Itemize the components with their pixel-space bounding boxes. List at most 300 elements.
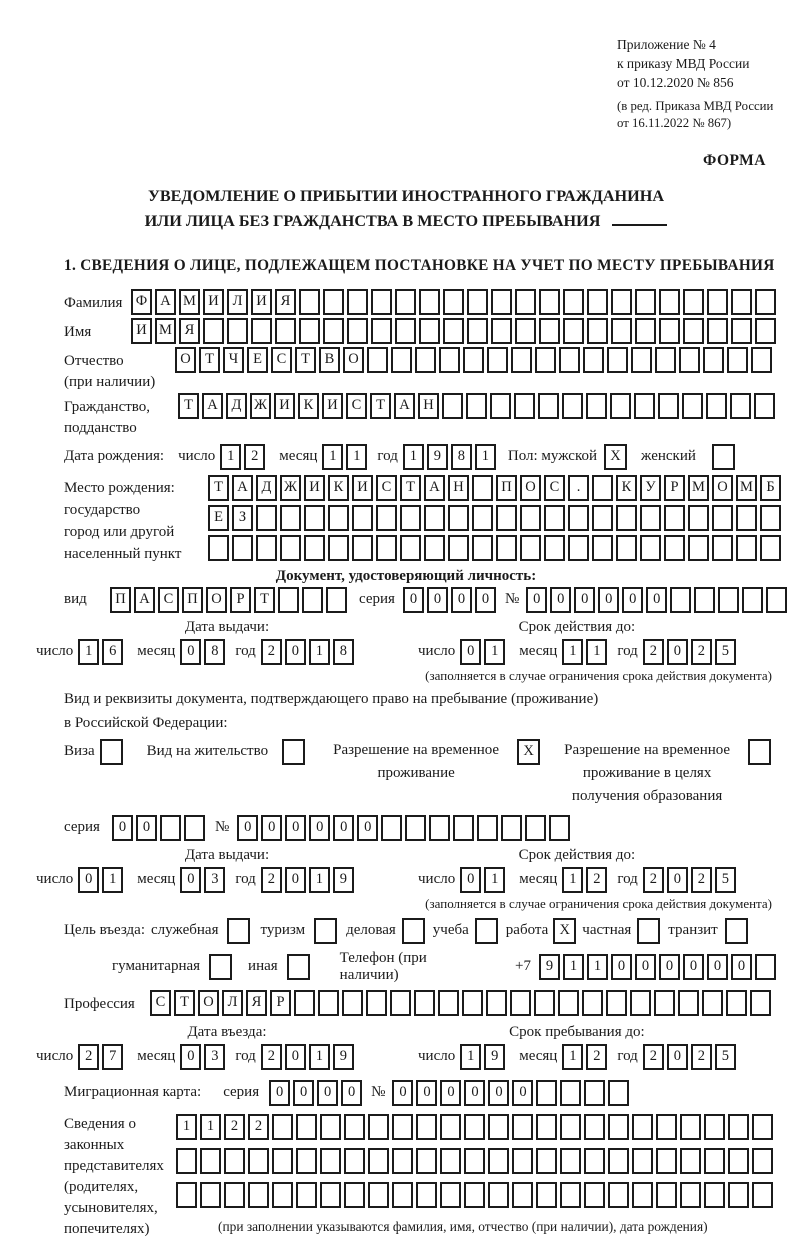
char-cell[interactable] (592, 535, 613, 561)
char-cell[interactable] (440, 1114, 461, 1140)
char-cell[interactable] (584, 1114, 605, 1140)
char-cell[interactable] (424, 535, 445, 561)
char-cell[interactable]: 1 (309, 867, 330, 893)
char-cell[interactable] (658, 393, 679, 419)
char-cell[interactable] (368, 1148, 389, 1174)
char-cell[interactable]: Ч (223, 347, 244, 373)
char-cell[interactable] (688, 535, 709, 561)
char-cell[interactable]: 2 (586, 867, 607, 893)
char-cell[interactable] (560, 1080, 581, 1106)
char-cell[interactable] (544, 505, 565, 531)
char-cell[interactable] (323, 318, 344, 344)
char-cell[interactable] (634, 393, 655, 419)
char-cell[interactable]: 0 (526, 587, 547, 613)
char-cell[interactable] (272, 1182, 293, 1208)
char-cell[interactable]: 0 (460, 867, 481, 893)
char-cell[interactable] (347, 289, 368, 315)
char-cell[interactable]: 0 (667, 639, 688, 665)
official-checkbox[interactable] (227, 918, 250, 944)
char-cell[interactable]: 3 (204, 1044, 225, 1070)
char-cell[interactable]: Д (226, 393, 247, 419)
char-cell[interactable] (448, 535, 469, 561)
char-cell[interactable]: 0 (488, 1080, 509, 1106)
char-cell[interactable]: С (346, 393, 367, 419)
char-cell[interactable]: 0 (136, 815, 157, 841)
char-cell[interactable]: М (688, 475, 709, 501)
char-cell[interactable] (752, 1182, 773, 1208)
char-cell[interactable]: Т (178, 393, 199, 419)
char-cell[interactable]: 0 (475, 587, 496, 613)
char-cell[interactable]: 0 (180, 867, 201, 893)
char-cell[interactable] (496, 505, 517, 531)
char-cell[interactable]: 2 (224, 1114, 245, 1140)
study-checkbox[interactable] (475, 918, 498, 944)
humanitarian-checkbox[interactable] (209, 954, 232, 980)
char-cell[interactable] (584, 1182, 605, 1208)
char-cell[interactable]: 1 (220, 444, 241, 470)
char-cell[interactable]: М (736, 475, 757, 501)
char-cell[interactable]: Р (270, 990, 291, 1016)
char-cell[interactable]: 0 (460, 639, 481, 665)
char-cell[interactable] (440, 1148, 461, 1174)
char-cell[interactable]: 1 (460, 1044, 481, 1070)
char-cell[interactable]: Ж (250, 393, 271, 419)
char-cell[interactable] (448, 505, 469, 531)
char-cell[interactable] (304, 505, 325, 531)
char-cell[interactable] (549, 815, 570, 841)
char-cell[interactable] (525, 815, 546, 841)
char-cell[interactable] (606, 990, 627, 1016)
char-cell[interactable] (256, 535, 277, 561)
char-cell[interactable] (707, 289, 728, 315)
char-cell[interactable] (424, 505, 445, 531)
char-cell[interactable] (583, 347, 604, 373)
char-cell[interactable]: Р (664, 475, 685, 501)
char-cell[interactable] (510, 990, 531, 1016)
char-cell[interactable]: П (110, 587, 131, 613)
char-cell[interactable] (512, 1182, 533, 1208)
char-cell[interactable] (272, 1148, 293, 1174)
char-cell[interactable] (736, 505, 757, 531)
char-cell[interactable] (670, 587, 691, 613)
char-cell[interactable] (560, 1182, 581, 1208)
char-cell[interactable]: 2 (691, 639, 712, 665)
char-cell[interactable] (632, 1148, 653, 1174)
char-cell[interactable] (679, 347, 700, 373)
char-cell[interactable]: 0 (261, 815, 282, 841)
char-cell[interactable] (664, 505, 685, 531)
char-cell[interactable] (755, 954, 776, 980)
char-cell[interactable] (440, 1182, 461, 1208)
char-cell[interactable] (728, 1182, 749, 1208)
char-cell[interactable] (467, 289, 488, 315)
char-cell[interactable]: 2 (261, 867, 282, 893)
char-cell[interactable] (224, 1148, 245, 1174)
char-cell[interactable] (568, 505, 589, 531)
char-cell[interactable] (390, 990, 411, 1016)
char-cell[interactable] (490, 393, 511, 419)
char-cell[interactable]: 0 (285, 815, 306, 841)
char-cell[interactable] (371, 289, 392, 315)
char-cell[interactable]: 1 (309, 1044, 330, 1070)
male-checkbox[interactable]: X (604, 444, 627, 470)
char-cell[interactable] (227, 318, 248, 344)
char-cell[interactable] (368, 1114, 389, 1140)
work-checkbox[interactable]: X (553, 918, 576, 944)
char-cell[interactable] (400, 505, 421, 531)
char-cell[interactable]: 2 (643, 1044, 664, 1070)
char-cell[interactable] (563, 289, 584, 315)
char-cell[interactable] (656, 1114, 677, 1140)
char-cell[interactable] (683, 289, 704, 315)
char-cell[interactable] (515, 318, 536, 344)
char-cell[interactable]: 0 (622, 587, 643, 613)
char-cell[interactable] (344, 1148, 365, 1174)
char-cell[interactable] (587, 318, 608, 344)
char-cell[interactable]: 2 (261, 1044, 282, 1070)
char-cell[interactable]: 2 (586, 1044, 607, 1070)
char-cell[interactable] (416, 1148, 437, 1174)
char-cell[interactable]: 1 (200, 1114, 221, 1140)
char-cell[interactable]: 2 (244, 444, 265, 470)
char-cell[interactable] (539, 318, 560, 344)
char-cell[interactable] (680, 1148, 701, 1174)
char-cell[interactable]: 0 (403, 587, 424, 613)
char-cell[interactable]: 0 (78, 867, 99, 893)
char-cell[interactable]: 8 (451, 444, 472, 470)
char-cell[interactable] (608, 1148, 629, 1174)
char-cell[interactable] (586, 393, 607, 419)
char-cell[interactable] (304, 535, 325, 561)
char-cell[interactable]: 1 (78, 639, 99, 665)
char-cell[interactable] (392, 1182, 413, 1208)
char-cell[interactable] (296, 1182, 317, 1208)
char-cell[interactable] (559, 347, 580, 373)
char-cell[interactable]: Т (199, 347, 220, 373)
char-cell[interactable]: С (271, 347, 292, 373)
char-cell[interactable] (730, 393, 751, 419)
char-cell[interactable] (616, 505, 637, 531)
char-cell[interactable]: 1 (322, 444, 343, 470)
char-cell[interactable]: Т (370, 393, 391, 419)
char-cell[interactable]: 1 (484, 867, 505, 893)
char-cell[interactable] (544, 535, 565, 561)
char-cell[interactable]: С (158, 587, 179, 613)
char-cell[interactable] (635, 289, 656, 315)
other-checkbox[interactable] (287, 954, 310, 980)
char-cell[interactable]: 1 (587, 954, 608, 980)
char-cell[interactable] (184, 815, 205, 841)
char-cell[interactable] (326, 587, 347, 613)
char-cell[interactable] (371, 318, 392, 344)
char-cell[interactable] (632, 1182, 653, 1208)
char-cell[interactable]: И (274, 393, 295, 419)
char-cell[interactable] (320, 1182, 341, 1208)
char-cell[interactable] (752, 1148, 773, 1174)
char-cell[interactable]: О (206, 587, 227, 613)
char-cell[interactable] (592, 475, 613, 501)
char-cell[interactable]: 2 (691, 1044, 712, 1070)
char-cell[interactable]: Е (247, 347, 268, 373)
char-cell[interactable] (535, 347, 556, 373)
char-cell[interactable] (702, 990, 723, 1016)
char-cell[interactable] (680, 1182, 701, 1208)
char-cell[interactable] (563, 318, 584, 344)
char-cell[interactable]: 9 (333, 1044, 354, 1070)
char-cell[interactable]: Е (208, 505, 229, 531)
char-cell[interactable]: 0 (512, 1080, 533, 1106)
char-cell[interactable]: 1 (484, 639, 505, 665)
char-cell[interactable] (323, 289, 344, 315)
char-cell[interactable]: 6 (102, 639, 123, 665)
char-cell[interactable]: Н (448, 475, 469, 501)
char-cell[interactable] (200, 1148, 221, 1174)
char-cell[interactable] (392, 1114, 413, 1140)
char-cell[interactable] (592, 505, 613, 531)
char-cell[interactable]: 8 (333, 639, 354, 665)
char-cell[interactable] (464, 1148, 485, 1174)
char-cell[interactable] (659, 318, 680, 344)
char-cell[interactable]: О (520, 475, 541, 501)
char-cell[interactable] (755, 318, 776, 344)
char-cell[interactable] (536, 1080, 557, 1106)
char-cell[interactable]: Л (227, 289, 248, 315)
char-cell[interactable] (534, 990, 555, 1016)
char-cell[interactable] (414, 990, 435, 1016)
char-cell[interactable] (318, 990, 339, 1016)
char-cell[interactable] (488, 1148, 509, 1174)
char-cell[interactable]: А (232, 475, 253, 501)
char-cell[interactable] (453, 815, 474, 841)
char-cell[interactable] (766, 587, 787, 613)
char-cell[interactable]: 0 (309, 815, 330, 841)
char-cell[interactable]: В (319, 347, 340, 373)
char-cell[interactable]: 0 (611, 954, 632, 980)
char-cell[interactable]: 0 (293, 1080, 314, 1106)
char-cell[interactable]: 0 (659, 954, 680, 980)
char-cell[interactable] (608, 1182, 629, 1208)
char-cell[interactable] (352, 535, 373, 561)
char-cell[interactable]: Т (254, 587, 275, 613)
char-cell[interactable] (487, 347, 508, 373)
char-cell[interactable] (443, 318, 464, 344)
char-cell[interactable]: 0 (285, 867, 306, 893)
char-cell[interactable] (463, 347, 484, 373)
char-cell[interactable]: З (232, 505, 253, 531)
char-cell[interactable]: 1 (562, 1044, 583, 1070)
char-cell[interactable] (728, 1148, 749, 1174)
char-cell[interactable] (707, 318, 728, 344)
char-cell[interactable] (731, 318, 752, 344)
char-cell[interactable] (442, 393, 463, 419)
char-cell[interactable] (655, 347, 676, 373)
char-cell[interactable]: 0 (667, 1044, 688, 1070)
char-cell[interactable]: О (175, 347, 196, 373)
char-cell[interactable] (511, 347, 532, 373)
char-cell[interactable] (472, 535, 493, 561)
char-cell[interactable] (755, 289, 776, 315)
char-cell[interactable]: 1 (102, 867, 123, 893)
char-cell[interactable]: 0 (180, 1044, 201, 1070)
char-cell[interactable] (299, 318, 320, 344)
char-cell[interactable] (659, 289, 680, 315)
char-cell[interactable] (512, 1148, 533, 1174)
char-cell[interactable]: Ф (131, 289, 152, 315)
char-cell[interactable] (352, 505, 373, 531)
char-cell[interactable] (256, 505, 277, 531)
char-cell[interactable] (224, 1182, 245, 1208)
female-checkbox[interactable] (712, 444, 735, 470)
char-cell[interactable] (200, 1182, 221, 1208)
char-cell[interactable] (344, 1182, 365, 1208)
char-cell[interactable]: 9 (539, 954, 560, 980)
char-cell[interactable]: 0 (598, 587, 619, 613)
char-cell[interactable] (443, 289, 464, 315)
char-cell[interactable]: 9 (333, 867, 354, 893)
char-cell[interactable]: Л (222, 990, 243, 1016)
char-cell[interactable]: 0 (285, 1044, 306, 1070)
char-cell[interactable]: 0 (707, 954, 728, 980)
char-cell[interactable] (712, 535, 733, 561)
char-cell[interactable] (376, 505, 397, 531)
char-cell[interactable]: 0 (269, 1080, 290, 1106)
char-cell[interactable]: А (394, 393, 415, 419)
char-cell[interactable]: П (496, 475, 517, 501)
char-cell[interactable] (467, 318, 488, 344)
char-cell[interactable]: Н (418, 393, 439, 419)
char-cell[interactable] (635, 318, 656, 344)
char-cell[interactable]: С (544, 475, 565, 501)
char-cell[interactable]: 8 (204, 639, 225, 665)
char-cell[interactable] (678, 990, 699, 1016)
char-cell[interactable] (536, 1114, 557, 1140)
char-cell[interactable] (429, 815, 450, 841)
char-cell[interactable] (296, 1148, 317, 1174)
char-cell[interactable]: 1 (403, 444, 424, 470)
char-cell[interactable] (400, 535, 421, 561)
char-cell[interactable]: И (131, 318, 152, 344)
char-cell[interactable] (491, 318, 512, 344)
char-cell[interactable] (208, 535, 229, 561)
char-cell[interactable] (760, 505, 781, 531)
transit-checkbox[interactable] (725, 918, 748, 944)
char-cell[interactable] (706, 393, 727, 419)
char-cell[interactable] (416, 1114, 437, 1140)
char-cell[interactable] (640, 505, 661, 531)
char-cell[interactable] (296, 1114, 317, 1140)
char-cell[interactable]: 2 (261, 639, 282, 665)
char-cell[interactable] (754, 393, 775, 419)
char-cell[interactable] (712, 505, 733, 531)
char-cell[interactable] (560, 1148, 581, 1174)
char-cell[interactable]: 1 (562, 867, 583, 893)
char-cell[interactable] (248, 1182, 269, 1208)
char-cell[interactable]: 1 (346, 444, 367, 470)
char-cell[interactable] (486, 990, 507, 1016)
char-cell[interactable] (610, 393, 631, 419)
char-cell[interactable] (536, 1182, 557, 1208)
char-cell[interactable] (752, 1114, 773, 1140)
char-cell[interactable] (584, 1080, 605, 1106)
char-cell[interactable] (203, 318, 224, 344)
char-cell[interactable] (299, 289, 320, 315)
char-cell[interactable] (472, 505, 493, 531)
char-cell[interactable] (703, 347, 724, 373)
char-cell[interactable]: 1 (309, 639, 330, 665)
char-cell[interactable] (514, 393, 535, 419)
char-cell[interactable]: Т (295, 347, 316, 373)
char-cell[interactable]: 0 (440, 1080, 461, 1106)
char-cell[interactable] (631, 347, 652, 373)
char-cell[interactable] (392, 1148, 413, 1174)
char-cell[interactable]: К (298, 393, 319, 419)
char-cell[interactable] (750, 990, 771, 1016)
char-cell[interactable]: 0 (333, 815, 354, 841)
char-cell[interactable] (582, 990, 603, 1016)
char-cell[interactable]: Р (230, 587, 251, 613)
char-cell[interactable]: 0 (112, 815, 133, 841)
char-cell[interactable]: 5 (715, 639, 736, 665)
char-cell[interactable] (344, 1114, 365, 1140)
char-cell[interactable]: 0 (635, 954, 656, 980)
char-cell[interactable] (536, 1148, 557, 1174)
char-cell[interactable]: 0 (550, 587, 571, 613)
char-cell[interactable]: М (155, 318, 176, 344)
char-cell[interactable] (680, 1114, 701, 1140)
char-cell[interactable] (584, 1148, 605, 1174)
visa-checkbox[interactable] (100, 739, 123, 765)
char-cell[interactable] (472, 475, 493, 501)
char-cell[interactable] (608, 1114, 629, 1140)
char-cell[interactable] (538, 393, 559, 419)
char-cell[interactable] (718, 587, 739, 613)
char-cell[interactable] (176, 1182, 197, 1208)
char-cell[interactable] (415, 347, 436, 373)
char-cell[interactable] (632, 1114, 653, 1140)
char-cell[interactable] (280, 505, 301, 531)
char-cell[interactable]: 2 (248, 1114, 269, 1140)
char-cell[interactable] (496, 535, 517, 561)
char-cell[interactable] (520, 535, 541, 561)
char-cell[interactable] (464, 1182, 485, 1208)
char-cell[interactable] (342, 990, 363, 1016)
char-cell[interactable] (512, 1114, 533, 1140)
char-cell[interactable] (682, 393, 703, 419)
char-cell[interactable] (607, 347, 628, 373)
char-cell[interactable]: А (424, 475, 445, 501)
char-cell[interactable]: 0 (574, 587, 595, 613)
char-cell[interactable] (558, 990, 579, 1016)
char-cell[interactable] (462, 990, 483, 1016)
char-cell[interactable] (704, 1114, 725, 1140)
char-cell[interactable]: 0 (464, 1080, 485, 1106)
residence-permit-checkbox[interactable] (282, 739, 305, 765)
char-cell[interactable] (664, 535, 685, 561)
char-cell[interactable]: Я (275, 289, 296, 315)
char-cell[interactable] (742, 587, 763, 613)
char-cell[interactable] (347, 318, 368, 344)
char-cell[interactable] (726, 990, 747, 1016)
char-cell[interactable]: 0 (392, 1080, 413, 1106)
char-cell[interactable] (381, 815, 402, 841)
char-cell[interactable] (587, 289, 608, 315)
char-cell[interactable] (328, 535, 349, 561)
char-cell[interactable]: 2 (643, 639, 664, 665)
char-cell[interactable]: 5 (715, 1044, 736, 1070)
char-cell[interactable] (405, 815, 426, 841)
char-cell[interactable] (464, 1114, 485, 1140)
char-cell[interactable]: . (568, 475, 589, 501)
